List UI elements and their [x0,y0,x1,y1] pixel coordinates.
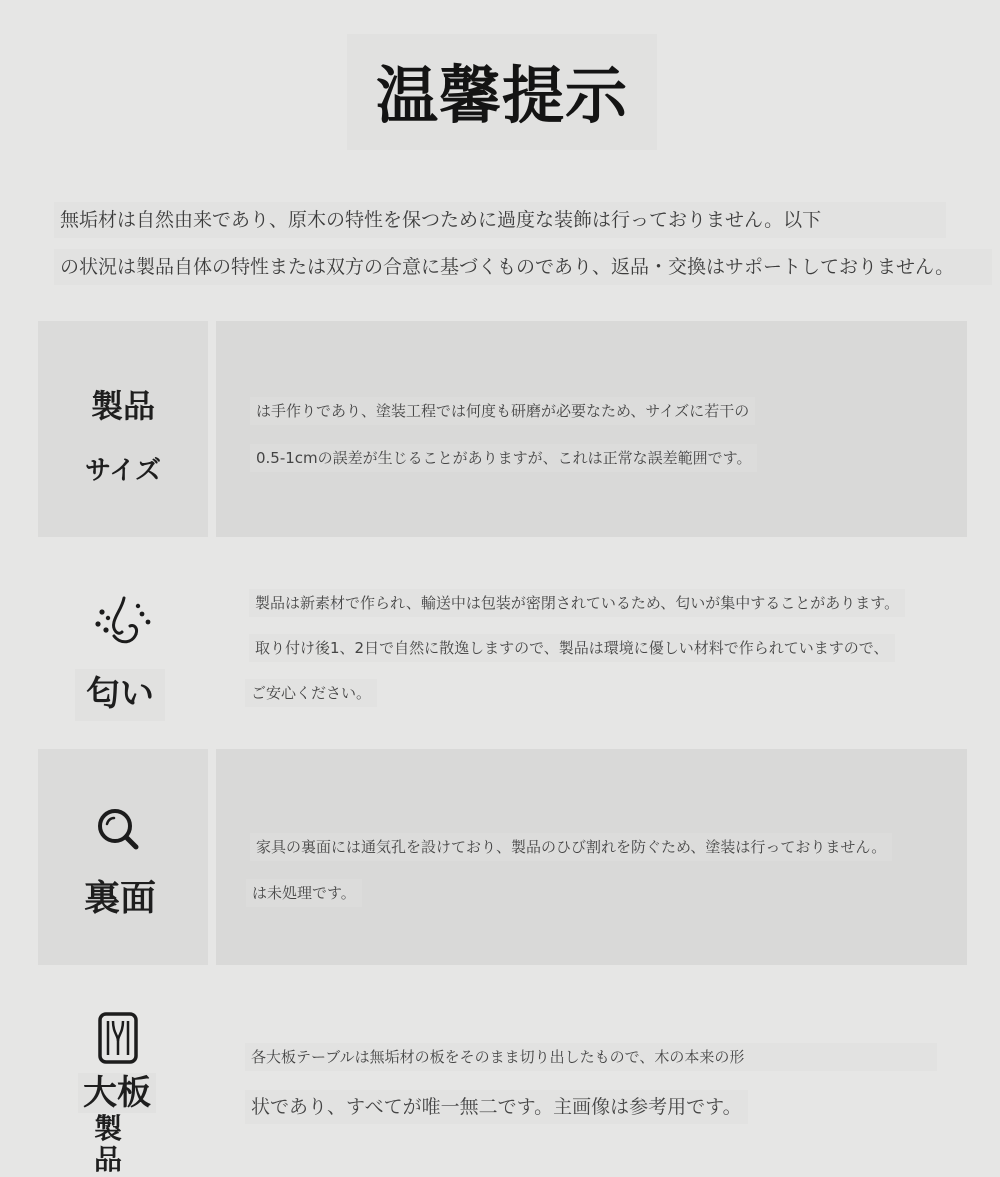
size-label-panel [38,321,208,537]
slab-text-line1: 各大板テーブルは無垢材の板をそのまま切り出したもので、木の本来の形 [245,1043,937,1071]
smell-text-line2: 取り付け後1、2日で自然に散逸しますので、製品は環境に優しい材料で作られていますので、 [249,634,895,662]
smell-text-line1: 製品は新素材で作られ、輸送中は包装が密閉されているため、匂いが集中することがあります。 [249,589,905,617]
intro-line-1: 無垢材は自然由来であり、原木の特性を保つために過度な装飾は行っておりません。以下 [54,202,946,238]
slab-label-line1: 大板 [78,1073,156,1113]
slab-text-line2: 状であり、すべてが唯一無二です。主画像は参考用です。 [245,1090,748,1124]
back-label-panel [38,749,208,965]
size-label-line1: 製品 [90,387,155,425]
intro-line-2: の状況は製品自体の特性または双方の合意に基づくものであり、返品・交換はサポートしておりません。 [54,249,992,285]
size-text-line2: 0.5-1cmの誤差が生じることがありますが、これは正常な誤差範囲です。 [250,444,757,472]
slab-label-line3: 品 [93,1143,122,1176]
smell-label: 匂い [75,669,165,721]
wood-grain-icon [97,1011,139,1065]
back-text-line2: は未処理です。 [246,879,362,907]
smell-text-line3: ご安心ください。 [245,679,377,707]
size-text-panel [216,321,967,537]
page-title: 温馨提示 [375,59,628,132]
size-label-line2: サイズ [85,456,161,486]
size-text-line1: は手作りであり、塗装工程では何度も研磨が必要なため、サイズに若干の [250,397,755,425]
back-text-line1: 家具の裏面には通気孔を設けており、製品のひび割れを防ぐため、塗装は行っておりません。 [250,833,892,861]
magnifier-icon [95,806,141,852]
nose-icon [92,592,156,648]
back-label: 裏面 [83,878,156,919]
slab-label-line2: 製 [93,1112,122,1145]
